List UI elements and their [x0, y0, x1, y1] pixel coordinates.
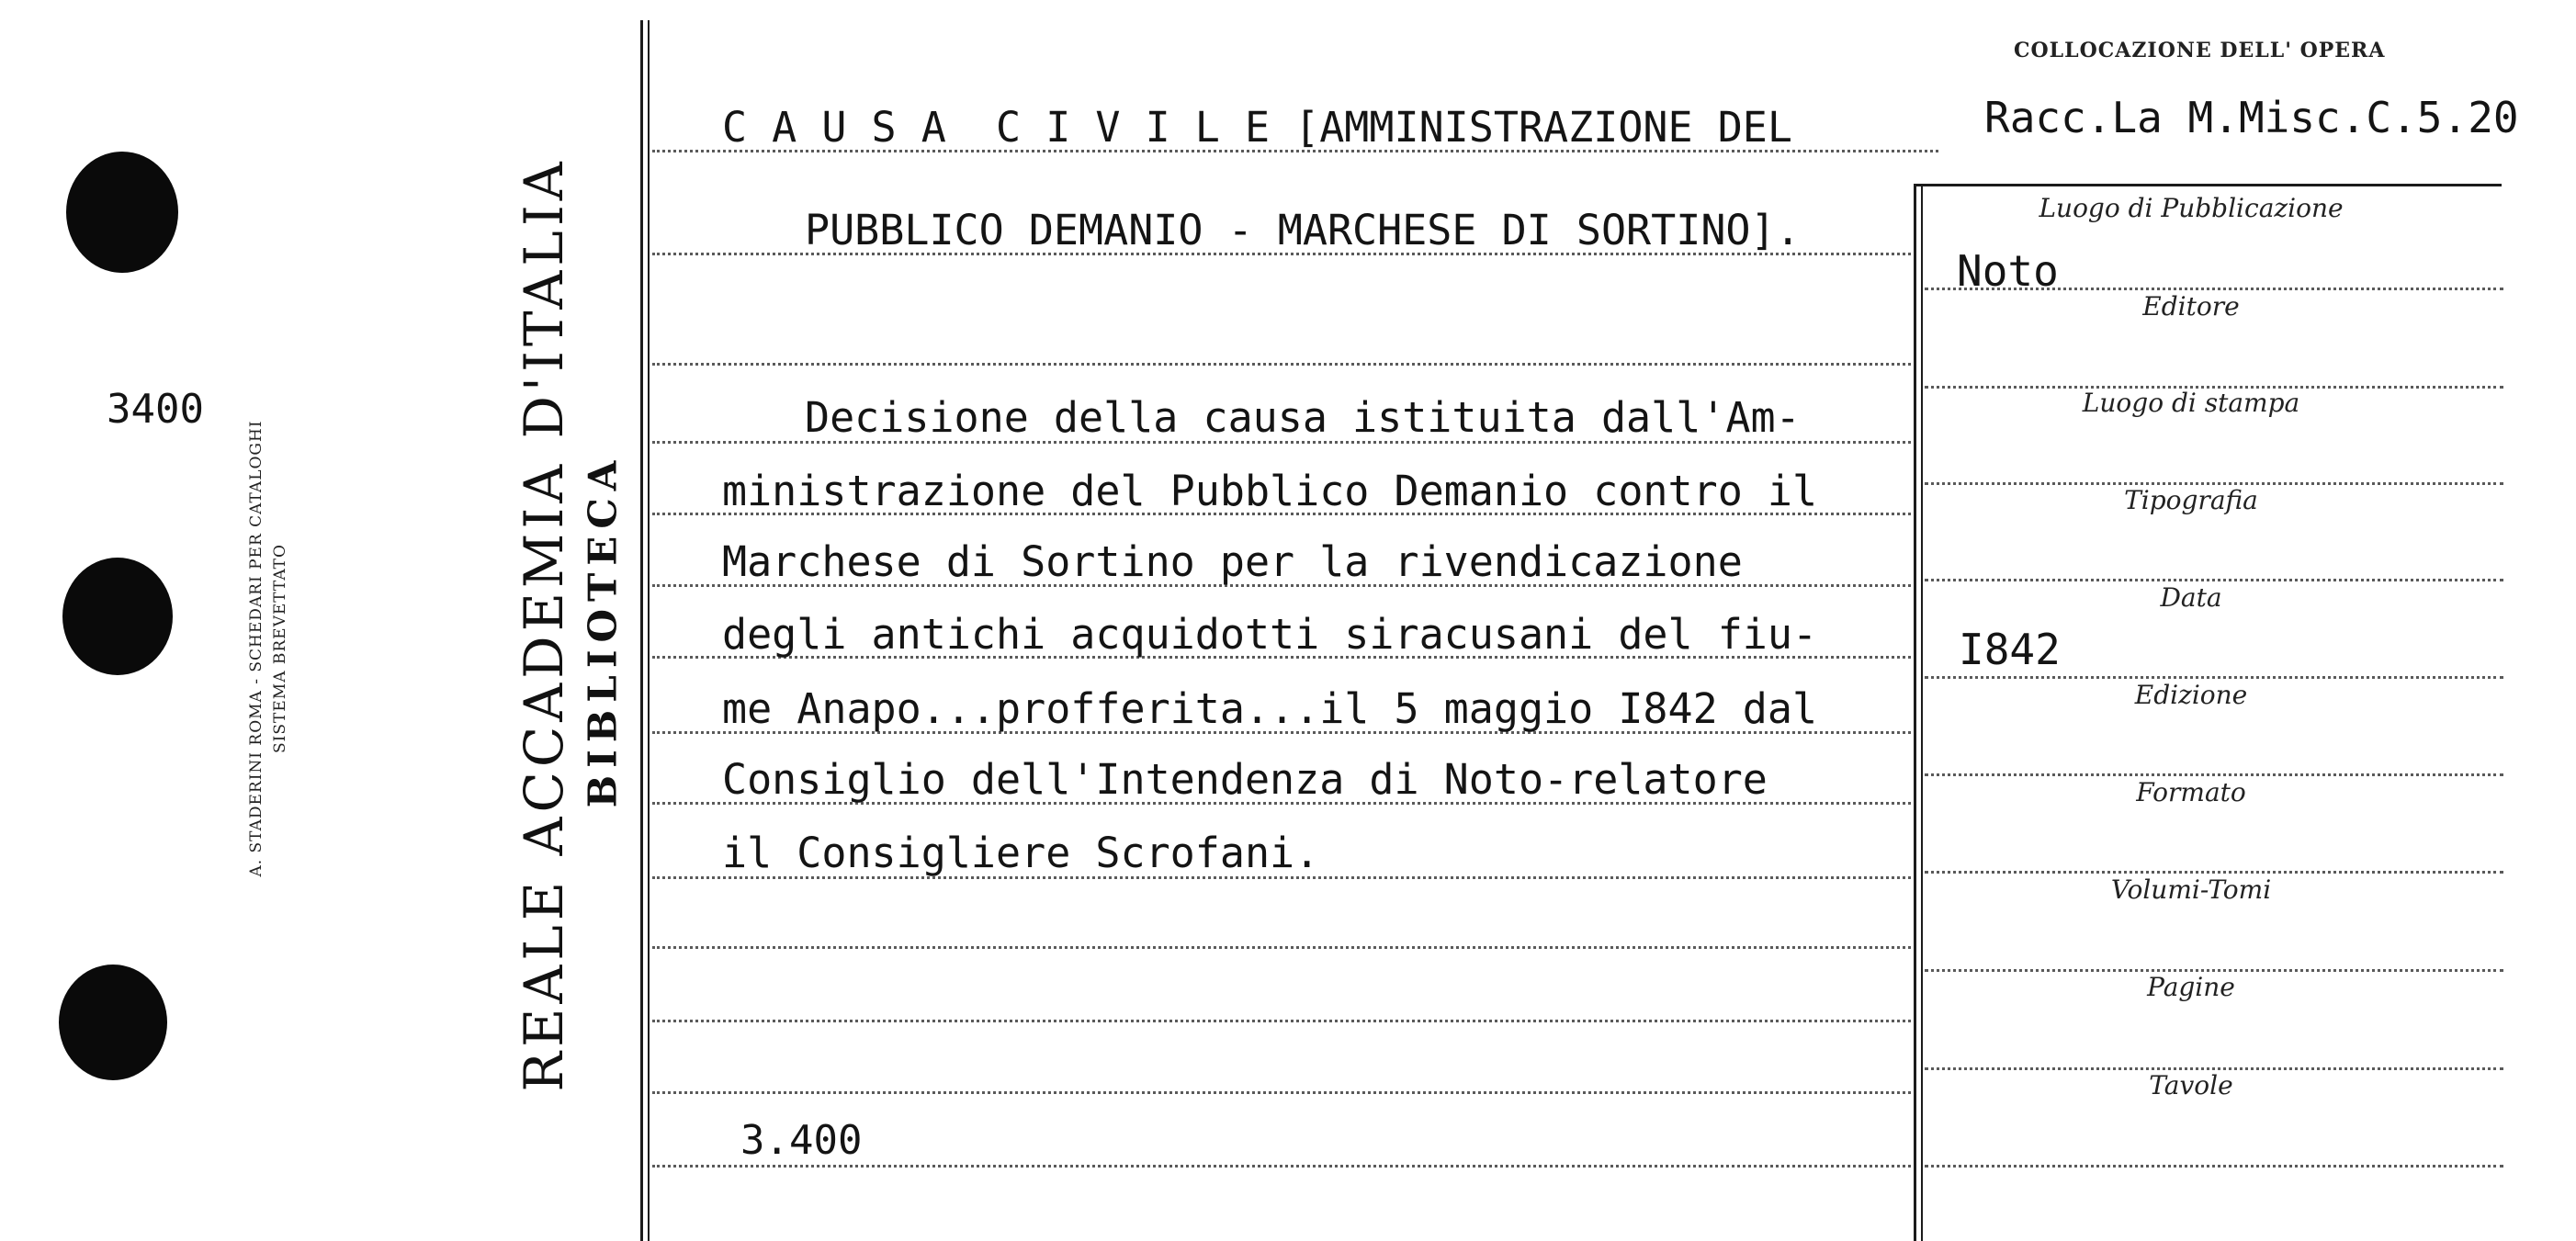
body-line-3: Marchese di Sortino per la rivendicazione: [722, 537, 1743, 586]
field-label-tavole: Tavole: [2149, 1070, 2233, 1100]
rule-line: [652, 1091, 1911, 1094]
field-rule-line: [1925, 579, 2503, 581]
body-line-7: il Consigliere Scrofani.: [722, 829, 1320, 877]
rule-line: [652, 1165, 1911, 1168]
field-label-editore: Editore: [2142, 291, 2240, 322]
left-margin-line-2: [648, 20, 650, 1241]
field-label-edizione: Edizione: [2134, 680, 2248, 710]
field-label-formato: Formato: [2136, 777, 2246, 807]
field-label-volumi: Volumi-Tomi: [2110, 874, 2272, 905]
rule-line: [652, 363, 1911, 366]
punch-hole-bottom: [59, 965, 167, 1080]
rule-line: [652, 1020, 1911, 1022]
institution-name: REALE ACCADEMIA D'ITALIA: [513, 157, 575, 1092]
body-line-1: Decisione della causa istituita dall'Am-: [805, 393, 1801, 442]
field-box-line: [1914, 184, 1916, 1241]
collocation-header: COLLOCAZIONE DELL' OPERA: [2014, 39, 2386, 62]
bottom-catalog-number: 3.400: [740, 1117, 863, 1164]
field-value-luogo-pubblicazione: Noto: [1957, 246, 2059, 296]
field-box-top: [1914, 184, 2502, 186]
field-rule-line: [1925, 676, 2503, 679]
field-rule-line: [1925, 773, 2503, 776]
title-line-2: PUBBLICO DEMANIO - MARCHESE DI SORTINO].: [805, 206, 1801, 254]
field-label-luogo-stampa: Luogo di stampa: [2082, 388, 2300, 418]
left-margin-line: [640, 20, 643, 1241]
rule-line: [652, 946, 1911, 949]
body-line-4: degli antichi acquidotti siracusani del fiu-: [722, 610, 1818, 659]
collocation-value: Racc.La M.Misc.C.5.20: [1984, 93, 2519, 142]
section-name: BIBLIOTECA: [580, 453, 626, 808]
field-label-tipografia: Tipografia: [2124, 485, 2258, 515]
left-catalog-number: 3400: [107, 386, 204, 433]
field-rule-line: [1925, 1165, 2503, 1168]
body-line-5: me Anapo...profferita...il 5 maggio I842 dal: [722, 684, 1818, 733]
field-label-luogo-pubblicazione: Luogo di Pubblicazione: [2039, 193, 2344, 223]
title-line-1: C A U S A C I V I L E [AMMINISTRAZIONE DEL: [722, 103, 1792, 152]
body-line-6: Consiglio dell'Intendenza di Noto-relatore: [722, 755, 1768, 804]
field-rule-line: [1925, 871, 2503, 874]
maker-imprint-line-1: A. STADERINI ROMA - SCHEDARI PER CATALOGHI: [247, 420, 266, 877]
maker-imprint-line-2: SISTEMA BREVETTATO: [271, 544, 289, 753]
maker-imprint: [244, 373, 292, 924]
punch-hole-top: [66, 152, 178, 273]
punch-hole-middle: [62, 558, 173, 675]
field-label-pagine: Pagine: [2147, 972, 2235, 1002]
body-line-2: ministrazione del Pubblico Demanio contro il: [722, 467, 1818, 515]
field-value-data: I842: [1959, 625, 2061, 674]
field-label-data: Data: [2160, 582, 2222, 613]
